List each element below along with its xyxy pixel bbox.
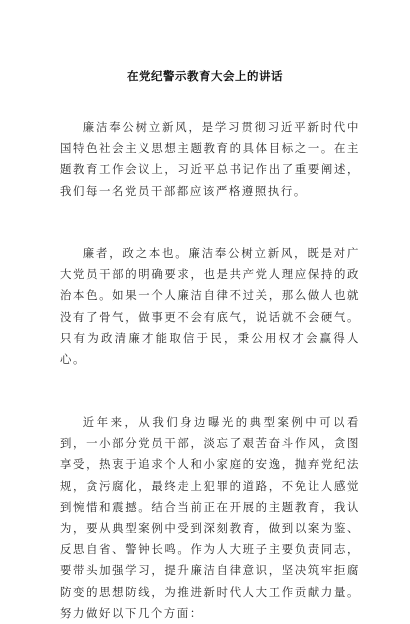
paragraph-3 [60, 412, 360, 624]
paragraph-1 [60, 117, 360, 202]
document-title: 在党纪警示教育大会上的讲话 [127, 69, 283, 83]
paragraph-3-text: 近年来，从我们身边曝光的典型案例中可以看到，一小部分党员干部，淡忘了艰苦奋斗作风，贪图享受，热衷于追求个人和小家庭的安逸，抛弃党纪法规，贪污腐化，最终走上犯罪的道路，不免让人感觉到惋惜和震撼。结合当前正在开展的主题教育，我认为，要从典型案例中受到深刻教育，做到以案为鉴、反思自省、警钟长鸣。作为人大班子主要负责同志，要带头加强学习，提升廉洁自律意识，坚决筑牢拒腐防变的思想防线，为推进新时代人大工作贡献力量。努力做好以下几个方面： [60, 415, 360, 620]
paragraph-2 [60, 243, 360, 370]
paragraph-1-text: 廉洁奉公树立新风，是学习贯彻习近平新时代中国特色社会主义思想主题教育的具体目标之一。在主题教育工作会议上，习近平总书记作出了重要阐述，我们每一名党员干部都应该严格遵照执行。 [60, 120, 360, 198]
paragraph-2-text: 廉者，政之本也。廉洁奉公树立新风，既是对广大党员干部的明确要求，也是共产党人理应保持的政治本色。如果一个人廉洁自律不过关，那么做人也就没有了骨气，做事更不会有底气，说话就不会硬气。只有为政清廉才能取信于民，秉公用权才会赢得人心。 [60, 246, 360, 367]
